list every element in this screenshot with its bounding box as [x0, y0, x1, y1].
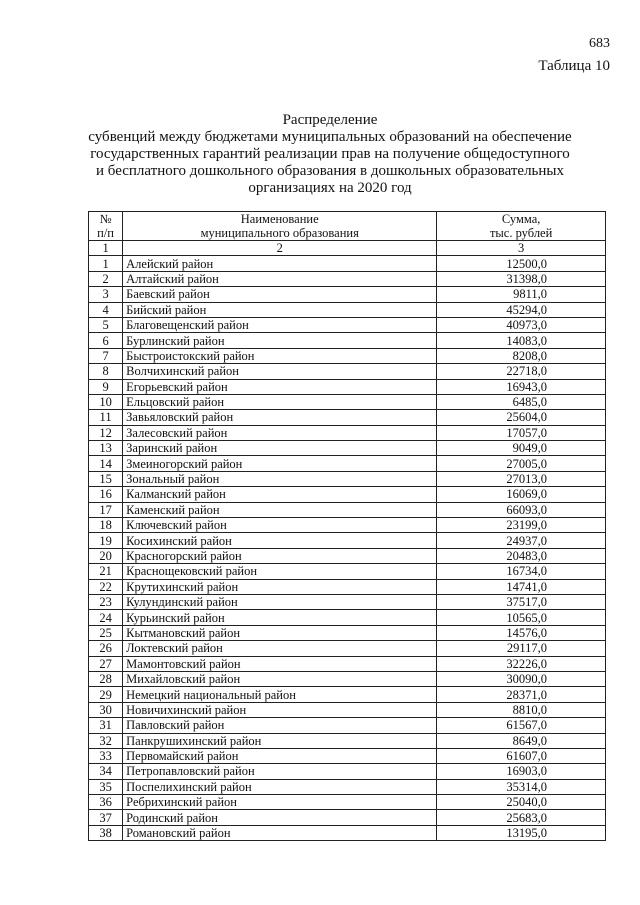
header-sum-line2: тыс. рублей [489, 226, 553, 240]
row-sum: 9049,0 [437, 441, 606, 456]
table-row [89, 825, 606, 840]
row-municipality-name: Залесовский район [123, 425, 437, 440]
table-row [89, 456, 606, 471]
row-sum: 23199,0 [437, 518, 606, 533]
table-row [89, 779, 606, 794]
row-number: 24 [89, 610, 123, 625]
column-index-row [89, 241, 606, 256]
row-number: 5 [89, 317, 123, 332]
row-number: 2 [89, 271, 123, 286]
table-row [89, 810, 606, 825]
row-municipality-name: Мамонтовский район [123, 656, 437, 671]
row-sum: 16069,0 [437, 487, 606, 502]
row-sum: 8208,0 [437, 348, 606, 363]
table-row [89, 256, 606, 271]
header-sum [437, 212, 606, 241]
table-row [89, 394, 606, 409]
table-row [89, 625, 606, 640]
table-row [89, 610, 606, 625]
row-sum: 29117,0 [437, 641, 606, 656]
table-row [89, 795, 606, 810]
table-row [89, 502, 606, 517]
row-municipality-name: Косихинский район [123, 533, 437, 548]
row-sum: 27005,0 [437, 456, 606, 471]
row-number: 23 [89, 594, 123, 609]
row-municipality-name: Благовещенский район [123, 317, 437, 332]
row-sum: 16943,0 [437, 379, 606, 394]
row-municipality-name: Алейский район [123, 256, 437, 271]
row-sum: 16734,0 [437, 564, 606, 579]
table-row [89, 471, 606, 486]
row-municipality-name: Кытмановский район [123, 625, 437, 640]
row-sum: 10565,0 [437, 610, 606, 625]
column-index: 1 [89, 241, 123, 256]
header-name-line2: муниципального образования [200, 226, 359, 240]
row-sum: 45294,0 [437, 302, 606, 317]
row-municipality-name: Петропавловский район [123, 764, 437, 779]
header-number [89, 212, 123, 241]
row-municipality-name: Крутихинский район [123, 579, 437, 594]
table-label: Таблица 10 [538, 58, 610, 74]
row-sum: 9811,0 [437, 287, 606, 302]
row-municipality-name: Ключевский район [123, 518, 437, 533]
row-sum: 27013,0 [437, 471, 606, 486]
header-name [123, 212, 437, 241]
row-municipality-name: Панкрушихинский район [123, 733, 437, 748]
table-row [89, 287, 606, 302]
table-row [89, 348, 606, 363]
row-number: 33 [89, 748, 123, 763]
row-municipality-name: Ребрихинский район [123, 795, 437, 810]
table-row [89, 533, 606, 548]
row-sum: 13195,0 [437, 825, 606, 840]
table-row [89, 718, 606, 733]
row-number: 17 [89, 502, 123, 517]
title-line: государственных гарантий реализации прав на получение общедоступного [90, 146, 570, 162]
row-sum: 25604,0 [437, 410, 606, 425]
row-sum: 37517,0 [437, 594, 606, 609]
row-number: 38 [89, 825, 123, 840]
row-number: 22 [89, 579, 123, 594]
row-sum: 8649,0 [437, 733, 606, 748]
row-sum: 66093,0 [437, 502, 606, 517]
row-number: 7 [89, 348, 123, 363]
title-line: Распределение [282, 112, 378, 128]
row-number: 20 [89, 548, 123, 563]
table-header-row [89, 212, 606, 241]
row-number: 1 [89, 256, 123, 271]
row-municipality-name: Родинский район [123, 810, 437, 825]
row-municipality-name: Михайловский район [123, 671, 437, 686]
row-municipality-name: Первомайский район [123, 748, 437, 763]
table-row [89, 441, 606, 456]
table-row [89, 548, 606, 563]
row-sum: 17057,0 [437, 425, 606, 440]
row-municipality-name: Завьяловский район [123, 410, 437, 425]
row-sum: 35314,0 [437, 779, 606, 794]
row-municipality-name: Заринский район [123, 441, 437, 456]
table-body [89, 256, 606, 841]
table-row [89, 641, 606, 656]
header-number-line1: № [99, 212, 112, 226]
row-municipality-name: Красногорский район [123, 548, 437, 563]
row-number: 11 [89, 410, 123, 425]
row-municipality-name: Егорьевский район [123, 379, 437, 394]
table-row [89, 656, 606, 671]
row-number: 10 [89, 394, 123, 409]
row-number: 18 [89, 518, 123, 533]
table-row [89, 564, 606, 579]
row-sum: 16903,0 [437, 764, 606, 779]
row-municipality-name: Калманский район [123, 487, 437, 502]
header-name-line1: Наименование [240, 212, 319, 226]
row-number: 3 [89, 287, 123, 302]
row-number: 13 [89, 441, 123, 456]
row-number: 14 [89, 456, 123, 471]
row-sum: 61567,0 [437, 718, 606, 733]
table-row [89, 687, 606, 702]
table-row [89, 302, 606, 317]
row-sum: 8810,0 [437, 702, 606, 717]
column-index: 2 [123, 241, 437, 256]
row-number: 36 [89, 795, 123, 810]
row-municipality-name: Курьинский район [123, 610, 437, 625]
table-row [89, 764, 606, 779]
row-sum: 30090,0 [437, 671, 606, 686]
row-municipality-name: Змеиногорский район [123, 456, 437, 471]
row-municipality-name: Быстроистокский район [123, 348, 437, 363]
distribution-table [88, 211, 606, 841]
document-title [80, 112, 580, 197]
table-row [89, 333, 606, 348]
row-municipality-name: Новичихинский район [123, 702, 437, 717]
row-municipality-name: Зональный район [123, 471, 437, 486]
row-number: 12 [89, 425, 123, 440]
row-municipality-name: Павловский район [123, 718, 437, 733]
row-number: 34 [89, 764, 123, 779]
row-number: 26 [89, 641, 123, 656]
title-line: и бесплатного дошкольного образования в дошкольных образовательных [95, 163, 564, 179]
header-number-line2: п/п [97, 226, 114, 240]
row-municipality-name: Поспелихинский район [123, 779, 437, 794]
row-sum: 31398,0 [437, 271, 606, 286]
row-number: 32 [89, 733, 123, 748]
row-sum: 61607,0 [437, 748, 606, 763]
header-sum-line1: Сумма, [501, 212, 541, 226]
row-sum: 24937,0 [437, 533, 606, 548]
row-municipality-name: Локтевский район [123, 641, 437, 656]
row-municipality-name: Баевский район [123, 287, 437, 302]
row-municipality-name: Ельцовский район [123, 394, 437, 409]
row-sum: 20483,0 [437, 548, 606, 563]
row-number: 9 [89, 379, 123, 394]
row-number: 19 [89, 533, 123, 548]
row-municipality-name: Краснощековский район [123, 564, 437, 579]
row-municipality-name: Алтайский район [123, 271, 437, 286]
table-row [89, 702, 606, 717]
table-row [89, 733, 606, 748]
row-number: 15 [89, 471, 123, 486]
row-sum: 40973,0 [437, 317, 606, 332]
row-sum: 25683,0 [437, 810, 606, 825]
row-number: 28 [89, 671, 123, 686]
row-number: 35 [89, 779, 123, 794]
title-line: организациях на 2020 год [248, 180, 412, 196]
table-row [89, 671, 606, 686]
table-row [89, 579, 606, 594]
row-sum: 32226,0 [437, 656, 606, 671]
column-index: 3 [437, 241, 606, 256]
title-line: субвенций между бюджетами муниципальных образований на обеспечение [88, 129, 572, 145]
table-row [89, 425, 606, 440]
table-row [89, 271, 606, 286]
row-sum: 14083,0 [437, 333, 606, 348]
row-number: 4 [89, 302, 123, 317]
row-sum: 22718,0 [437, 364, 606, 379]
row-municipality-name: Каменский район [123, 502, 437, 517]
table-row [89, 748, 606, 763]
page-number: 683 [589, 36, 610, 51]
table-row [89, 379, 606, 394]
row-number: 8 [89, 364, 123, 379]
row-sum: 14576,0 [437, 625, 606, 640]
row-sum: 28371,0 [437, 687, 606, 702]
table-row [89, 410, 606, 425]
row-number: 25 [89, 625, 123, 640]
row-number: 37 [89, 810, 123, 825]
row-number: 16 [89, 487, 123, 502]
table-row [89, 487, 606, 502]
row-number: 30 [89, 702, 123, 717]
row-municipality-name: Бурлинский район [123, 333, 437, 348]
row-number: 6 [89, 333, 123, 348]
row-number: 31 [89, 718, 123, 733]
row-municipality-name: Кулундинский район [123, 594, 437, 609]
table-row [89, 518, 606, 533]
row-number: 29 [89, 687, 123, 702]
row-municipality-name: Бийский район [123, 302, 437, 317]
row-municipality-name: Романовский район [123, 825, 437, 840]
table-row [89, 317, 606, 332]
table-row [89, 364, 606, 379]
row-sum: 25040,0 [437, 795, 606, 810]
row-number: 27 [89, 656, 123, 671]
table-row [89, 594, 606, 609]
row-municipality-name: Волчихинский район [123, 364, 437, 379]
row-sum: 14741,0 [437, 579, 606, 594]
row-municipality-name: Немецкий национальный район [123, 687, 437, 702]
row-sum: 12500,0 [437, 256, 606, 271]
row-sum: 6485,0 [437, 394, 606, 409]
row-number: 21 [89, 564, 123, 579]
